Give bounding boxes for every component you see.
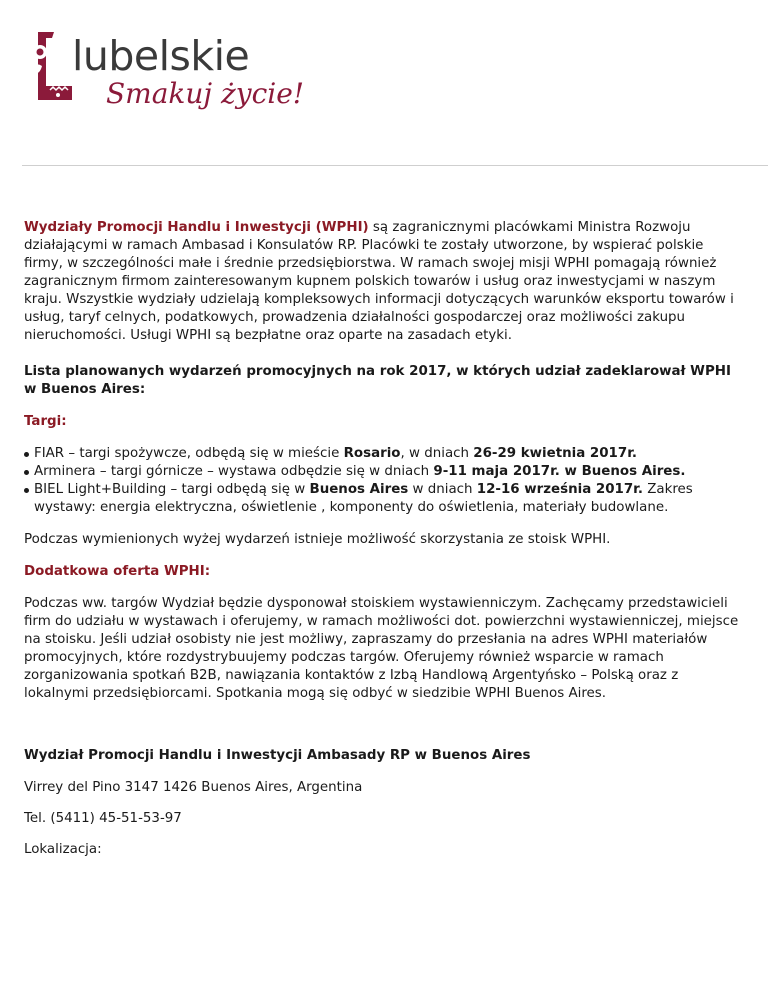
brand-logo — [28, 22, 328, 117]
list-item — [24, 481, 740, 517]
fairs-heading: Targi: — [24, 414, 67, 429]
header-divider — [22, 165, 768, 166]
item-bold: 12-16 września 2017r. — [476, 482, 643, 497]
events-lead: Lista planowanych wydarzeń promocyjnych na rok 2017, w których udział zadeklarował WPHI w Buenos Aires: — [24, 364, 731, 397]
item-bold: 26-29 kwietnia 2017r. — [473, 446, 637, 461]
item-text: FIAR – targi spożywcze, odbędą się w mieście — [34, 446, 344, 461]
contact-address: Virrey del Pino 3147 1426 Buenos Aires, Argentina — [24, 780, 363, 795]
item-bold: Rosario — [343, 446, 401, 461]
item-text: , w dniach — [400, 446, 474, 461]
contact-phone: Tel. (5411) 45-51-53-97 — [24, 811, 182, 826]
contact-title: Wydział Promocji Handlu i Inwestycji Ambasady RP w Buenos Aires — [24, 748, 531, 763]
item-text: w dniach — [408, 482, 477, 497]
fairs-list — [24, 445, 740, 517]
article-body — [24, 219, 740, 872]
item-text: Zakres wystawy: energia elektryczna, oświetlenie , komponenty do oświetlenia, materiały budowlane. — [34, 482, 693, 515]
item-bold: 9-11 maja 2017r. w Buenos Aires. — [433, 464, 686, 479]
list-item — [24, 463, 740, 481]
brand-slogan: Smakuj życie! — [106, 77, 305, 110]
list-item — [24, 445, 740, 463]
intro-paragraph — [24, 219, 740, 345]
fairs-note: Podczas wymienionych wyżej wydarzeń istnieje możliwość skorzystania ze stoisk WPHI. — [24, 532, 611, 547]
offer-paragraph: Podczas ww. targów Wydział będzie dysponował stoiskiem wystawienniczym. Zachęcamy przedstawicieli firm do udziału w wystawach i oferujemy, w ramach możliwości dot. powierzchni wystawienniczej, miejsce na stoisku. Jeśli udział osobisty nie jest możliwy, zapraszamy do przesłania na adres WPHI materiałów promocyjnych, które rozdystrybuujemy podczas targów. Oferujemy również wsparcie w ramach zorganizowania spotkań B2B, nawiązania kontaktów z Izbą Handlową Argentyńsko – Polską oraz z lokalnymi przedsiębiorcami. Spotkania mogą się odbyć w siedzibie WPHI Buenos Aires. — [24, 596, 739, 701]
item-text: BIEL Light+Building – targi odbędą się w — [34, 482, 310, 497]
item-bold: Buenos Aires — [309, 482, 409, 497]
location-label: Lokalizacja: — [24, 842, 102, 857]
intro-highlight: Wydziały Promocji Handlu i Inwestycji (WPHI) — [24, 220, 369, 235]
brand-name: lubelskie — [72, 32, 250, 80]
offer-heading: Dodatkowa oferta WPHI: — [24, 564, 211, 579]
item-text: Arminera – targi górnicze – wystawa odbędzie się w dniach — [34, 464, 434, 479]
intro-text: są zagranicznymi placówkami Ministra Rozwoju działającymi w ramach Ambasad i Konsulatów RP. Placówki te zostały utworzone, by wspierać polskie firmy, w szczególności małe i średnie przedsiębiorstwa. W ramach swojej misji WPHI pomagają również zagranicznym firmom zainteresowanym kupnem polskich towarów i usług oraz inwestycjami w naszym kraju. Wszystkie wydziały udzielają kompleksowych informacji dotyczących warunków eksportu towarów i usług, taryf celnych, podatkowych, prowadzenia działalności gospodarczej oraz możliwości zakupu nieruchomości. Usługi WPHI są bezpłatne oraz oparte na zasadach etyki. — [24, 220, 734, 343]
lubelskie-emblem-icon — [28, 28, 76, 108]
